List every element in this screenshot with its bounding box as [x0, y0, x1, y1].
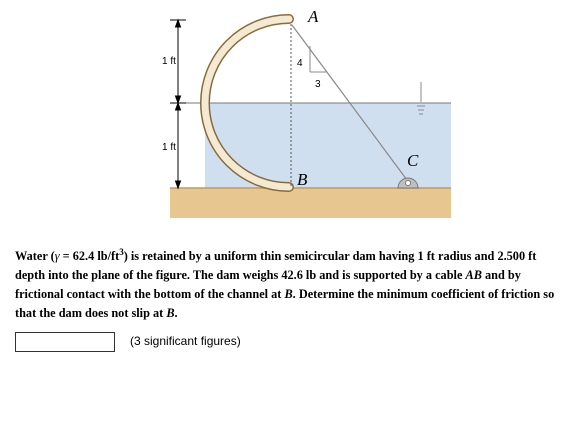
dimension-lines — [170, 20, 186, 188]
point-b-ref: B — [284, 287, 293, 302]
point-label-a: A — [308, 7, 319, 26]
cable-name: AB — [465, 268, 482, 283]
channel-bottom — [170, 188, 451, 218]
dim-label-lower: 1 ft — [162, 142, 176, 153]
gamma-symbol: γ — [54, 249, 60, 264]
cube-superscript: 3 — [119, 247, 124, 257]
point-label-c: C — [407, 151, 419, 170]
problem-statement: Water (γ = 62.4 $lb/ft^3$) is retained by a uniform thin semicircular dam having 1 ft radius and 2.500 ft depth into the plane of the figure. The dam weighs 42.6 lb and is supported by a cable AB and by frictional contact with the bottom of the channel at B. Determine the minimum coefficient of friction so that the dam does not slip at B. — [15, 247, 555, 321]
answer-input[interactable] — [15, 332, 115, 352]
slope-run-label: 3 — [315, 79, 321, 90]
slope-rise-label: 4 — [297, 58, 303, 69]
point-b-ref-2: B — [166, 306, 175, 321]
point-label-b: B — [297, 170, 308, 189]
dim-label-upper: 1 ft — [162, 56, 176, 67]
significant-figures-hint: (3 significant figures) — [130, 334, 241, 348]
